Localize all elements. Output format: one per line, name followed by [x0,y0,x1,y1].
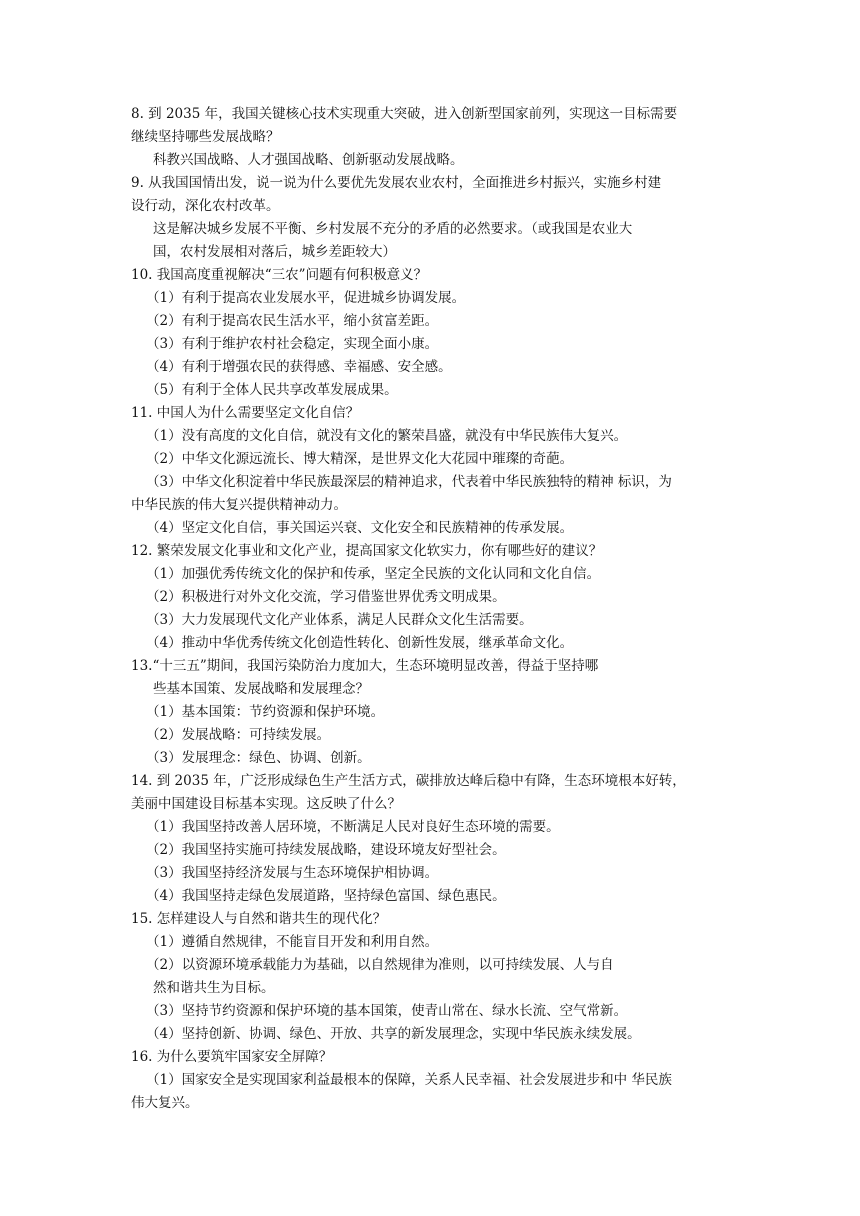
answer-13-item-2: （2）发展战略：可持续发展。 [146,727,331,743]
question-15: 15. 怎样建设人与自然和谐共生的现代化？ [131,911,387,927]
answer-14-item-4: （4）我国坚持走绿色发展道路，坚持绿色富国、绿色惠民。 [146,888,506,904]
question-8-line-1: 8. 到 2035 年，我国关键核心技术实现重大突破，进入创新型国家前列，实现这一目标需要 [131,106,678,122]
answer-12-item-2: （2）积极进行对外文化交流，学习借鉴世界优秀文明成果。 [146,589,506,605]
answer-11-item-2: （2）中华文化源远流长、博大精深，是世界文化大花园中璀璨的奇葩。 [146,451,574,467]
answer-11-item-1: （1）没有高度的文化自信，就没有文化的繁荣昌盛，就没有中华民族伟大复兴。 [146,428,628,444]
answer-13-item-3: （3）发展理念：绿色、协调、创新。 [146,750,371,766]
answer-9-line-1: 这是解决城乡发展不平衡、乡村发展不充分的矛盾的必然要求。（或我国是农业大 [153,221,633,237]
answer-8-line-1: 科教兴国战略、人才强国战略、创新驱动发展战略。 [153,152,464,168]
answer-10-item-5: （5）有利于全体人民共享改革发展成果。 [146,382,398,398]
answer-13-item-1: （1）基本国策：节约资源和保护环境。 [146,704,385,720]
answer-16-item-1-line-2: 伟大复兴。 [131,1095,199,1111]
question-9-line-1: 9. 从我国国情出发，说一说为什么要优先发展农业农村，全面推进乡村振兴，实施乡村建 [131,175,662,191]
answer-10-item-1: （1）有利于提高农业发展水平，促进城乡协调发展。 [146,290,466,306]
answer-11-item-4: （4）坚定文化自信，事关国运兴衰、文化安全和民族精神的传承发展。 [146,520,574,536]
answer-12-item-4: （4）推动中华优秀传统文化创造性转化、创新性发展，继承革命文化。 [146,635,574,651]
answer-9-line-2: 国，农村发展相对落后，城乡差距较大） [153,244,396,260]
question-14-line-1: 14. 到 2035 年，广泛形成绿色生产生活方式，碳排放达峰后稳中有降，生态环境根本好转， [131,773,686,789]
answer-16-item-1-line-1: （1）国家安全是实现国家利益最根本的保障，关系人民幸福、社会发展进步和中 华民族 [146,1072,672,1088]
question-13-line-1: 13.“十三五”期间，我国污染防治力度加大，生态环境明显改善，得益于坚持哪 [131,658,599,674]
answer-15-item-3: （3）坚持节约资源和保护环境的基本国策，使青山常在、绿水长流、空气常新。 [146,1003,628,1019]
question-11: 11. 中国人为什么需要坚定文化自信？ [131,405,360,421]
question-10: 10. 我国高度重视解决“三农”问题有何积极意义？ [131,267,428,283]
answer-10-item-3: （3）有利于维护农村社会稳定，实现全面小康。 [146,336,439,352]
answer-14-item-2: （2）我国坚持实施可持续发展战略，建设环境友好型社会。 [146,842,506,858]
question-8-line-2: 继续坚持哪些发展战略？ [131,129,280,145]
answer-15-item-1: （1）遵循自然规律，不能盲目开发和利用自然。 [146,934,439,950]
answer-10-item-2: （2）有利于提高农民生活水平，缩小贫富差距。 [146,313,439,329]
question-16: 16. 为什么要筑牢国家安全屏障？ [131,1049,333,1065]
question-12: 12. 繁荣发展文化事业和文化产业，提高国家文化软实力，你有哪些好的建议？ [131,543,603,559]
answer-15-item-2-line-1: （2）以资源环境承载能力为基础，以自然规律为准则，以可持续发展、人与自 [146,957,614,973]
answer-11-item-3-line-2: 中华民族的伟大复兴提供精神动力。 [131,497,347,513]
question-14-line-2: 美丽中国建设目标基本实现。这反映了什么？ [131,796,401,812]
answer-15-item-2-line-2: 然和谐共生为目标。 [153,980,275,996]
answer-11-item-3-line-1: （3）中华文化积淀着中华民族最深层的精神追求，代表着中华民族独特的精神 标识，为 [146,474,672,490]
answer-12-item-3: （3）大力发展现代文化产业体系，满足人民群众文化生活需要。 [146,612,533,628]
question-9-line-2: 设行动，深化农村改革。 [131,198,280,214]
question-13-line-2: 些基本国策、发展战略和发展理念？ [153,681,369,697]
answer-15-item-4: （4）坚持创新、协调、绿色、开放、共享的新发展理念，实现中华民族永续发展。 [146,1026,641,1042]
answer-14-item-3: （3）我国坚持经济发展与生态环境保护相协调。 [146,865,439,881]
answer-12-item-1: （1）加强优秀传统文化的保护和传承，坚定全民族的文化认同和文化自信。 [146,566,601,582]
answer-14-item-1: （1）我国坚持改善人居环境，不断满足人民对良好生态环境的需要。 [146,819,560,835]
answer-10-item-4: （4）有利于增强农民的获得感、幸福感、安全感。 [146,359,452,375]
